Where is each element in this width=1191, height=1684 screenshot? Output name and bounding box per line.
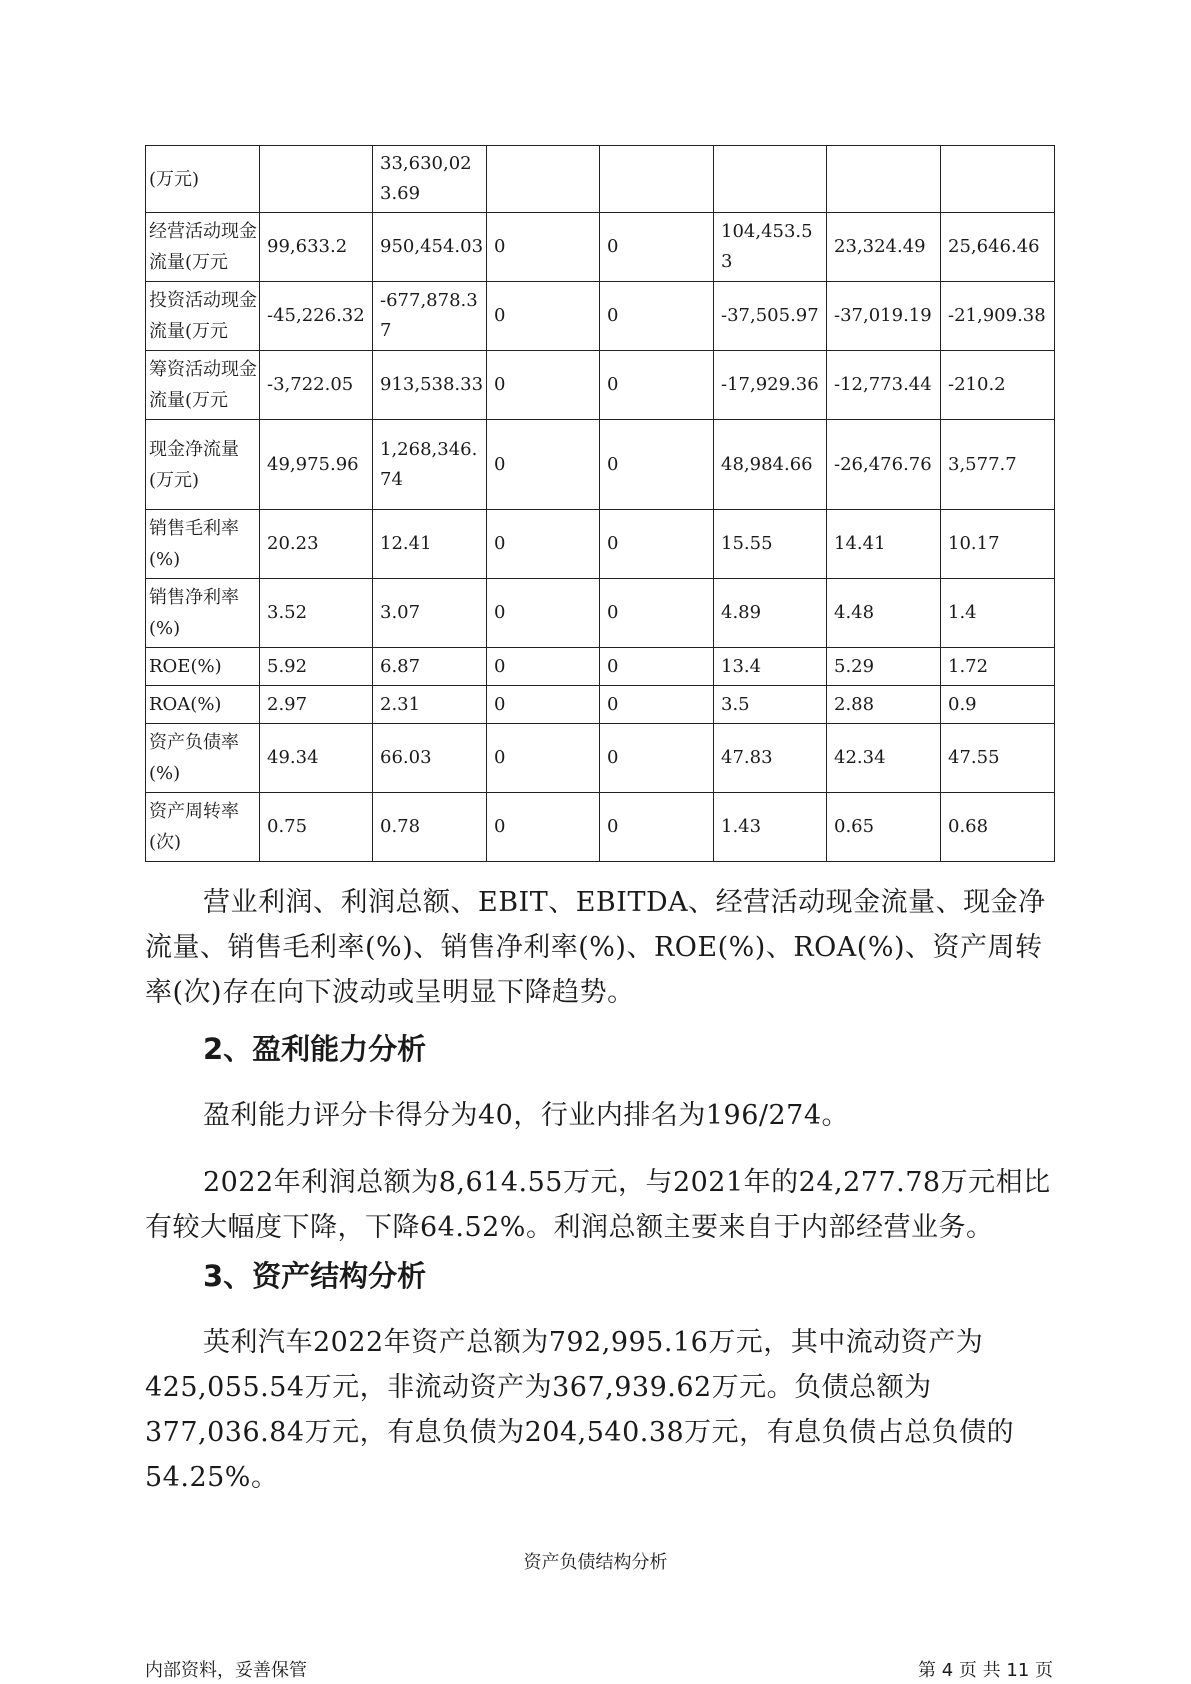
table-cell: 1.72 [941,648,1055,686]
table-cell: 1,268,346.74 [373,420,487,510]
table-cell: 2.97 [260,686,373,724]
table-cell: -12,773.44 [827,351,941,420]
table-cell: 0 [487,213,600,282]
table-cell: 0 [600,420,714,510]
table-row [146,420,1055,510]
table-cell: 0 [487,648,600,686]
table-cell: 0.65 [827,793,941,862]
table-cell: -677,878.37 [373,282,487,351]
table-cell: -37,505.97 [714,282,827,351]
table-cell: 14.41 [827,510,941,579]
table-cell: 0 [600,648,714,686]
table-cell [827,146,941,213]
table-row [146,213,1055,282]
table-cell: 5.92 [260,648,373,686]
table-cell: -3,722.05 [260,351,373,420]
table-row [146,282,1055,351]
figure-caption: 资产负债结构分析 [523,1552,668,1573]
table-cell: 0 [487,793,600,862]
assets-paragraph: 英利汽车2022年资产总额为792,995.16万元，其中流动资产为425,055.54万元，非流动资产为367,939.62万元。负债总额为377,036.84万元，有息负债为204,540.38万元，有息负债占总负债的54.25%。 [145,1327,1015,1493]
table-cell: 0 [487,420,600,510]
table-cell [941,146,1055,213]
financial-metrics-table [145,145,1055,862]
table-cell: 49.34 [260,724,373,793]
table-cell: 0 [487,510,600,579]
table-cell: 4.48 [827,579,941,648]
table-cell: -210.2 [941,351,1055,420]
table-cell: 47.83 [714,724,827,793]
row-label: 资产周转率(次) [146,793,260,862]
table-cell: 0 [600,724,714,793]
table-cell: 0.78 [373,793,487,862]
table-cell: 0 [600,510,714,579]
row-label: 销售净利率(%) [146,579,260,648]
table-cell: 5.29 [827,648,941,686]
table-cell [600,146,714,213]
footer-page-number: 第 4 页 共 11 页 [918,1660,1053,1681]
section-3-heading: 3、资产结构分析 [203,1259,427,1293]
table-cell: 1.4 [941,579,1055,648]
table-cell: 49,975.96 [260,420,373,510]
table-row [146,686,1055,724]
table-cell: 99,633.2 [260,213,373,282]
table-cell: 3.07 [373,579,487,648]
table-cell: 0 [600,793,714,862]
table-cell: 0 [487,686,600,724]
table-cell: -37,019.19 [827,282,941,351]
table-cell: -26,476.76 [827,420,941,510]
table-row [146,579,1055,648]
row-label: 销售毛利率(%) [146,510,260,579]
row-label: 筹资活动现金流量(万元 [146,351,260,420]
table-cell: 0.68 [941,793,1055,862]
table-cell: 13.4 [714,648,827,686]
profit-paragraph: 2022年利润总额为8,614.55万元，与2021年的24,277.78万元相比有较大幅度下降，下降64.52%。利润总额主要来自于内部经营业务。 [145,1167,1051,1243]
table-cell: 66.03 [373,724,487,793]
row-label: 现金净流量(万元) [146,420,260,510]
table-cell: 913,538.33 [373,351,487,420]
table-cell: 10.17 [941,510,1055,579]
table-row [146,793,1055,862]
table-cell: 0.9 [941,686,1055,724]
table-cell: 1.43 [714,793,827,862]
table-cell: 2.31 [373,686,487,724]
table-cell: 104,453.53 [714,213,827,282]
table-cell: 3.52 [260,579,373,648]
row-label: (万元) [146,146,260,213]
table-cell: 0.75 [260,793,373,862]
table-cell: 33,630,023.69 [373,146,487,213]
table-cell: 0 [600,282,714,351]
row-label: ROE(%) [146,648,260,686]
table-row [146,724,1055,793]
row-label: 资产负债率(%) [146,724,260,793]
table-cell: 950,454.03 [373,213,487,282]
table-cell [487,146,600,213]
table-cell: 3,577.7 [941,420,1055,510]
score-paragraph: 盈利能力评分卡得分为40，行业内排名为196/274。 [203,1100,850,1131]
table-cell: 6.87 [373,648,487,686]
table-cell [260,146,373,213]
table-cell: 15.55 [714,510,827,579]
table-cell: 0 [600,213,714,282]
table-cell [714,146,827,213]
table-cell: 0 [487,282,600,351]
table-cell: 2.88 [827,686,941,724]
row-label: ROA(%) [146,686,260,724]
table-cell: 20.23 [260,510,373,579]
table-cell: 48,984.66 [714,420,827,510]
table-cell: 0 [487,351,600,420]
table-row [146,351,1055,420]
table-cell: 12.41 [373,510,487,579]
table-cell: 23,324.49 [827,213,941,282]
row-label: 经营活动现金流量(万元 [146,213,260,282]
table-row [146,648,1055,686]
table-cell: 4.89 [714,579,827,648]
table-cell: -17,929.36 [714,351,827,420]
table-cell: 0 [600,686,714,724]
table-cell: -21,909.38 [941,282,1055,351]
table-cell: 0 [487,724,600,793]
footer-confidential: 内部资料，妥善保管 [145,1660,307,1681]
trend-paragraph: 营业利润、利润总额、EBIT、EBITDA、经营活动现金流量、现金净流量、销售毛利率(%)、销售净利率(%)、ROE(%)、ROA(%)、资产周转率(次)存在向下波动或呈明显下降趋势。 [145,887,1046,1008]
table-cell: 47.55 [941,724,1055,793]
table-cell: -45,226.32 [260,282,373,351]
table-cell: 25,646.46 [941,213,1055,282]
table-cell: 3.5 [714,686,827,724]
row-label: 投资活动现金流量(万元 [146,282,260,351]
table-cell: 0 [600,579,714,648]
table-cell: 0 [600,351,714,420]
table-row [146,146,1055,213]
table-row [146,510,1055,579]
table-cell: 0 [487,579,600,648]
table-cell: 42.34 [827,724,941,793]
section-2-heading: 2、盈利能力分析 [203,1032,427,1066]
